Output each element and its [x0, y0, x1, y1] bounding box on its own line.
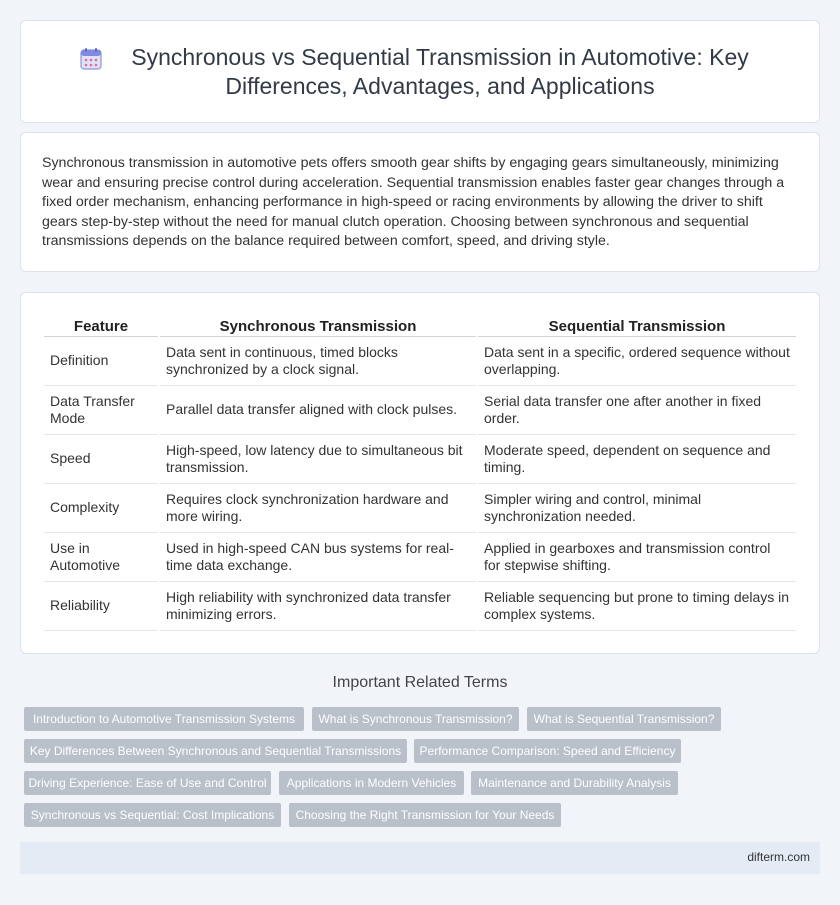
synchronous-cell: High-speed, low latency due to simultaneous bit transmission.	[160, 435, 476, 484]
related-term-link[interactable]: Performance Comparison: Speed and Efficiency	[414, 739, 681, 763]
synchronous-cell: Parallel data transfer aligned with clock pulses.	[160, 386, 476, 435]
column-header-feature: Feature	[44, 315, 158, 337]
table-row	[44, 337, 796, 386]
feature-cell: Use in Automotive	[44, 533, 158, 582]
feature-cell: Speed	[44, 435, 158, 484]
sequential-cell: Moderate speed, dependent on sequence and timing.	[478, 435, 796, 484]
related-term-link[interactable]: What is Sequential Transmission?	[527, 707, 721, 731]
comparison-card	[20, 292, 820, 654]
related-terms-heading: Important Related Terms	[332, 674, 508, 691]
footer-bar	[20, 842, 820, 874]
related-term-link[interactable]: Introduction to Automotive Transmission Systems	[24, 707, 304, 731]
related-term-link[interactable]: What is Synchronous Transmission?	[312, 707, 519, 731]
table-row	[44, 484, 796, 533]
column-header-sequential: Sequential Transmission	[478, 315, 796, 337]
sequential-cell: Serial data transfer one after another in fixed order.	[478, 386, 796, 435]
sequential-cell: Simpler wiring and control, minimal synchronization needed.	[478, 484, 796, 533]
related-term-link[interactable]: Applications in Modern Vehicles	[279, 771, 464, 795]
synchronous-cell: Used in high-speed CAN bus systems for real-time data exchange.	[160, 533, 476, 582]
related-term-link[interactable]: Choosing the Right Transmission for Your Needs	[289, 803, 561, 827]
feature-cell: Reliability	[44, 582, 158, 631]
table-row	[44, 435, 796, 484]
table-header-row	[44, 315, 796, 337]
intro-paragraph: Synchronous transmission in automotive pets offers smooth gear shifts by engaging gears simultaneously, minimizing wear and ensuring precise control during acceleration. Sequential transmission enables faster gear changes through a fixed order mechanism, enhancing performance in high-speed or racing environments by allowing the driver to shift gears step-by-step without the need for manual clutch operation. Choosing between synchronous and sequential transmissions depends on the balance required between comfort, speed, and driving style.	[42, 155, 785, 249]
sequential-cell: Applied in gearboxes and transmission control for stepwise shifting.	[478, 533, 796, 582]
header-card	[20, 20, 820, 123]
synchronous-cell: Data sent in continuous, timed blocks synchronized by a clock signal.	[160, 337, 476, 386]
page-title: Synchronous vs Sequential Transmission in Automotive: Key Differences, Advantages, and Applications	[131, 43, 749, 99]
related-term-link[interactable]: Key Differences Between Synchronous and Sequential Transmissions	[24, 739, 407, 763]
related-term-link[interactable]: Synchronous vs Sequential: Cost Implications	[24, 803, 281, 827]
table-row	[44, 582, 796, 631]
related-term-link[interactable]: Maintenance and Durability Analysis	[471, 771, 678, 795]
column-header-synchronous: Synchronous Transmission	[160, 315, 476, 337]
intro-card	[20, 132, 820, 272]
feature-cell: Definition	[44, 337, 158, 386]
footer-site-name[interactable]: difterm.com	[747, 850, 810, 864]
synchronous-cell: High reliability with synchronized data transfer minimizing errors.	[160, 582, 476, 631]
table-row	[44, 386, 796, 435]
table-row	[44, 533, 796, 582]
sequential-cell: Data sent in a specific, ordered sequence without overlapping.	[478, 337, 796, 386]
feature-cell: Data Transfer Mode	[44, 386, 158, 435]
comparison-table	[42, 315, 798, 631]
feature-cell: Complexity	[44, 484, 158, 533]
sequential-cell: Reliable sequencing but prone to timing delays in complex systems.	[478, 582, 796, 631]
related-term-link[interactable]: Driving Experience: Ease of Use and Control	[24, 771, 271, 795]
synchronous-cell: Requires clock synchronization hardware and more wiring.	[160, 484, 476, 533]
